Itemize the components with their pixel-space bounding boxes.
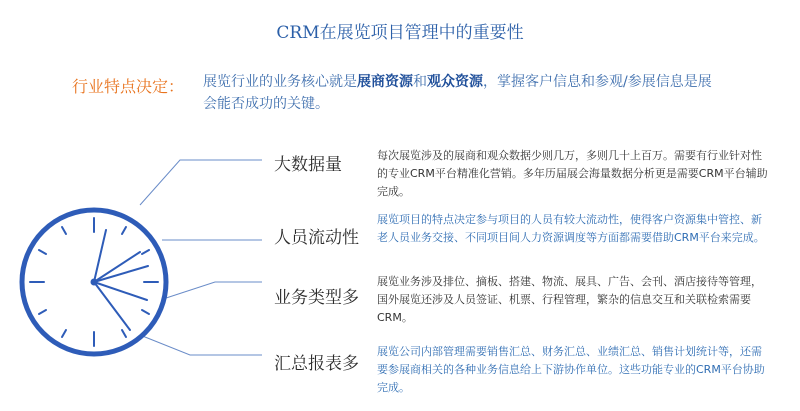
page-title: CRM在展览项目管理中的重要性 — [276, 23, 524, 43]
intro-bold-visitor: 观众资源 — [427, 74, 483, 90]
category-label-staff-mobility: 人员流动性 — [274, 228, 359, 248]
intro-bold-exhibitor: 展商资源 — [357, 74, 413, 90]
clock-center — [91, 279, 98, 286]
category-desc-business-types: 展览业务涉及排位、摘板、搭建、物流、展具、广告、会刊、酒店接待等管理，国外展览还涉及人员签证、机票、行程管理，繁杂的信息交互和关联检索需要CRM。 — [377, 275, 762, 324]
intro-text-part: 和 — [413, 74, 427, 90]
category-desc-reports: 展览公司内部管理需要销售汇总、财务汇总、业绩汇总、销售计划统计等，还需要参展商相关的各种业务信息给上下游协作单位。这些功能专业的CRM平台协助完成。 — [377, 345, 765, 394]
intro-label: 行业特点决定： — [72, 77, 185, 96]
connector-line-4 — [140, 335, 262, 355]
intro-text-part: ，掌握客户信息和参观/参展信息是展会能否成功的关键。 — [203, 74, 712, 112]
connector-line-1 — [140, 160, 262, 205]
category-desc-big-data: 每次展览涉及的展商和观众数据少则几万，多则几十上百万。需要有行业针对性的专业CRM平台精准化营销。多年历届展会海量数据分析更是需要CRM平台辅助完成。 — [377, 149, 768, 198]
intro-text-part: 展览行业的业务核心就是 — [203, 74, 357, 90]
category-label-reports: 汇总报表多 — [274, 354, 359, 374]
category-desc-staff-mobility: 展览项目的特点决定参与项目的人员有较大流动性，使得客户资源集中管控、新老人员业务交接、不同项目间人力资源调度等方面都需要借助CRM平台来完成。 — [377, 213, 765, 244]
connector-line-3 — [160, 282, 262, 300]
category-label-big-data: 大数据量 — [274, 155, 342, 175]
category-label-business-types: 业务类型多 — [274, 288, 359, 308]
